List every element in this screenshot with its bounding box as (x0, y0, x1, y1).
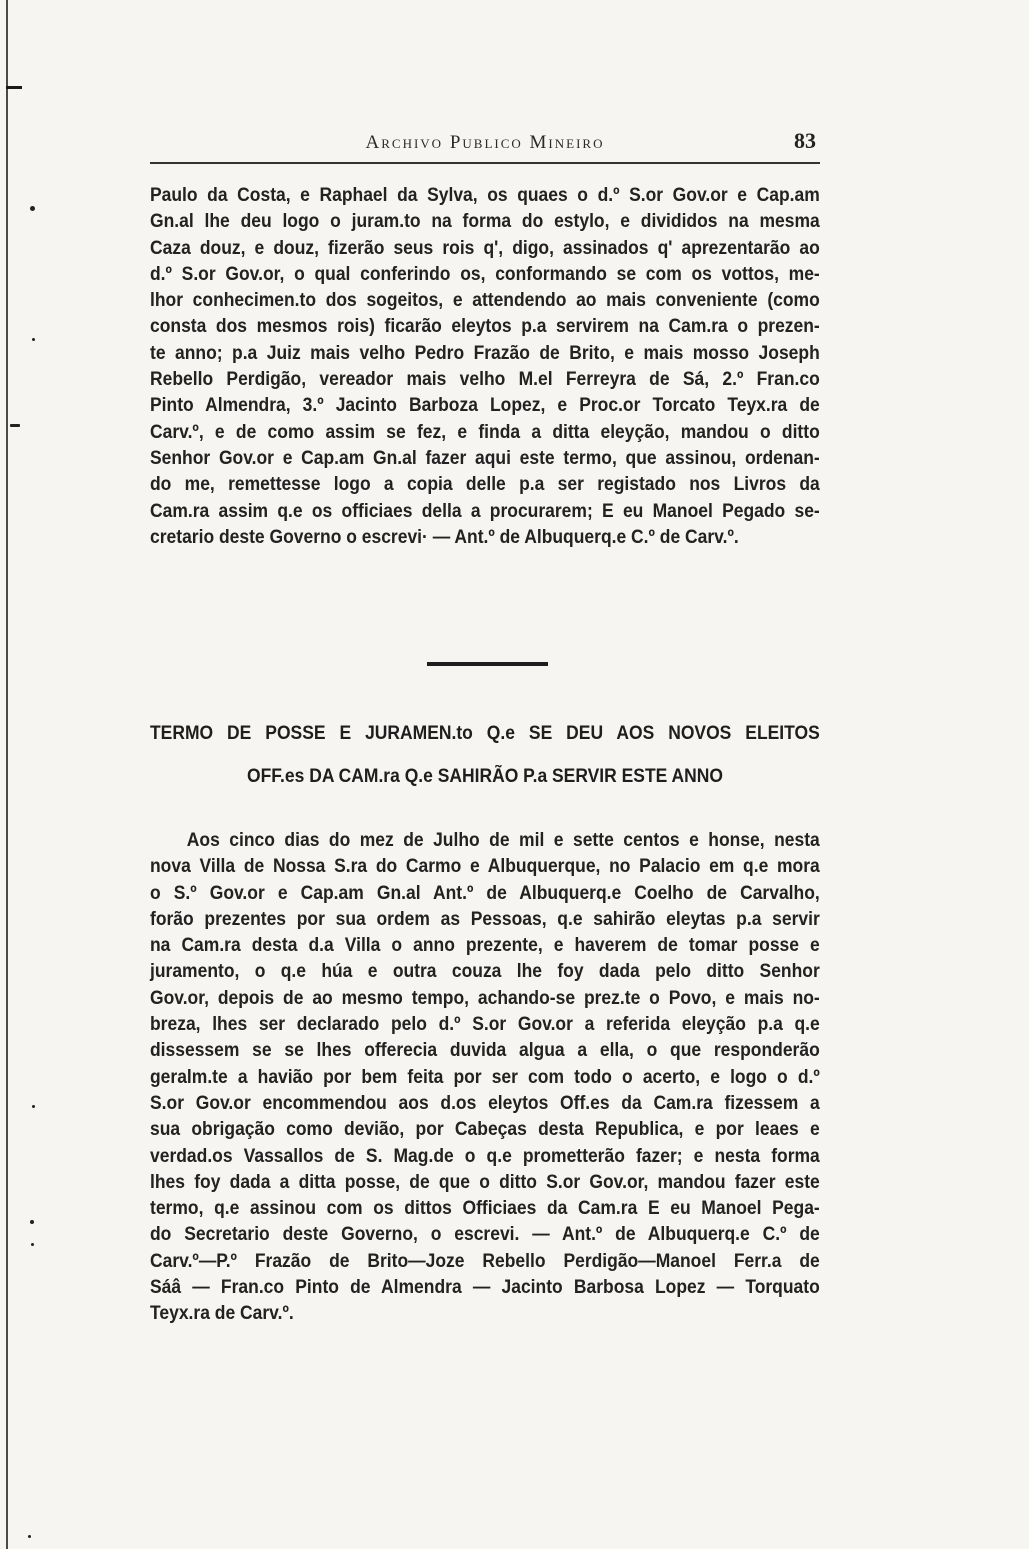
text-line: Pinto Almendra, 3.º Jacinto Barboza Lopez, e Proc.or Torcato Teyx.ra de (150, 395, 820, 417)
running-header-title: Archivo Publico Mineiro (365, 132, 605, 153)
text-line: o S.º Gov.or e Cap.am Gn.al Ant.º de Albuquerq.e Coelho de Carvalho, (150, 882, 820, 904)
text-line: Senhor Gov.or e Cap.am Gn.al fazer aqui este termo, que assinou, ordenan- (150, 447, 820, 469)
paragraph-continuation (150, 183, 820, 551)
scan-speck (32, 1105, 35, 1108)
scan-speck (28, 1535, 31, 1538)
scan-edge-line (6, 0, 8, 1549)
running-header (150, 128, 820, 162)
text-line: breza, lhes ser declarado pelo d.º S.or Gov.or a referida eleyção p.a q.e (150, 1014, 820, 1036)
text-line: Carv.º, e de como assim se fez, e finda a ditta eleyção, mandou o ditto (150, 421, 820, 443)
text-line: consta dos mesmos rois) ficarão eleytos p.a servirem na Cam.ra o prezen- (150, 316, 820, 338)
scan-speck (31, 1243, 34, 1246)
text-line: S.or Gov.or encommendou aos d.os eleytos Off.es da Cam.ra fizessem a (150, 1092, 820, 1114)
text-line: Teyx.ra de Carv.º. (150, 1303, 294, 1325)
section-heading-line-2: OFF.es DA CAM.ra Q.e SAHIRÃO P.a SERVIR ESTE ANNO (247, 766, 723, 787)
text-line: sua obrigação como devião, por Cabeças desta Republica, e por leaes e (150, 1119, 820, 1141)
text-line: Paulo da Costa, e Raphael da Sylva, os quaes o d.º S.or Gov.or e Cap.am (150, 185, 820, 206)
text-line: forão prezentes por sua ordem as Pessoas, q.e sahirão eleytas p.a servir (150, 908, 820, 930)
section-heading-line-1: TERMO DE POSSE E JURAMEN.to Q.e SE DEU AOS NOVOS ELEITOS (150, 723, 820, 744)
text-line: Rebello Perdigão, vereador mais velho M.el Ferreyra de Sá, 2.º Fran.co (150, 369, 820, 391)
text-line: cretario deste Governo o escrevi· — Ant.º de Albuquerq.e C.º de Carv.º. (150, 526, 739, 548)
scan-speck (30, 1220, 34, 1224)
text-line: Caza douz, e douz, fizerão seus rois q', digo, assinados q' aprezentarão ao (150, 237, 820, 259)
scan-edge-mark (6, 86, 22, 89)
text-line: Cam.ra assim q.e os officiaes della a procurarem; E eu Manoel Pegado se- (150, 500, 820, 522)
text-line: Carv.º—P.º Frazão de Brito—Joze Rebello Perdigão—Manoel Ferr.a de (150, 1250, 820, 1272)
header-rule (150, 162, 820, 164)
text-line: verdad.os Vassallos de S. Mag.de o q.e prometterão fazer; e nesta forma (150, 1145, 820, 1167)
text-line: nova Villa de Nossa S.ra do Carmo e Albuquerque, no Palacio em q.e mora (150, 856, 820, 878)
text-line: Gn.al lhe deu logo o juram.to na forma do estylo, e divididos na mesma (150, 211, 820, 233)
text-line: do me, remettesse logo a copia delle p.a ser registado nos Livros da (150, 474, 820, 496)
text-line: na Cam.ra desta d.a Villa o anno prezente, e haverem de tomar posse e (150, 935, 820, 957)
text-line: do Secretario deste Governo, o escrevi. — Ant.º de Albuquerq.e C.º de (150, 1224, 820, 1246)
text-line: juramento, o q.e húa e outra couza lhe foy dada pelo ditto Senhor (150, 961, 820, 983)
scan-speck (10, 424, 20, 427)
paragraph-termo-de-posse (150, 828, 820, 1328)
section-separator (427, 662, 548, 666)
text-line: te anno; p.a Juiz mais velho Pedro Frazão de Brito, e mais mosso Joseph (150, 342, 820, 364)
text-line: lhes foy dada a ditta posse, de que o ditto S.or Gov.or, mandou fazer este (150, 1171, 820, 1193)
text-line: termo, q.e assinou com os dittos Officiaes da Cam.ra E eu Manoel Pega- (150, 1198, 820, 1220)
page-number: 83 (794, 128, 816, 153)
scan-speck (32, 338, 35, 341)
scan-speck (30, 206, 35, 211)
text-line: d.º S.or Gov.or, o qual conferindo os, conformando se com os vottos, me- (150, 263, 820, 285)
text-line: dissessem se se lhes offerecia duvida algua a ella, o que responderão (150, 1040, 820, 1062)
text-line: Gov.or, depois de ao mesmo tempo, achando-se prez.te o Povo, e mais no- (150, 987, 820, 1009)
text-line: geralm.te a havião por bem feita por ser com todo o acerto, e logo o d.º (150, 1066, 820, 1088)
text-line: lhor conhecimen.to dos sogeitos, e attendendo ao mais conveniente (como (150, 290, 820, 312)
text-line: Aos cinco dias do mez de Julho de mil e sette centos e honse, nesta (186, 830, 820, 851)
text-line: Sáâ — Fran.co Pinto de Almendra — Jacinto Barbosa Lopez — Torquato (150, 1277, 820, 1299)
